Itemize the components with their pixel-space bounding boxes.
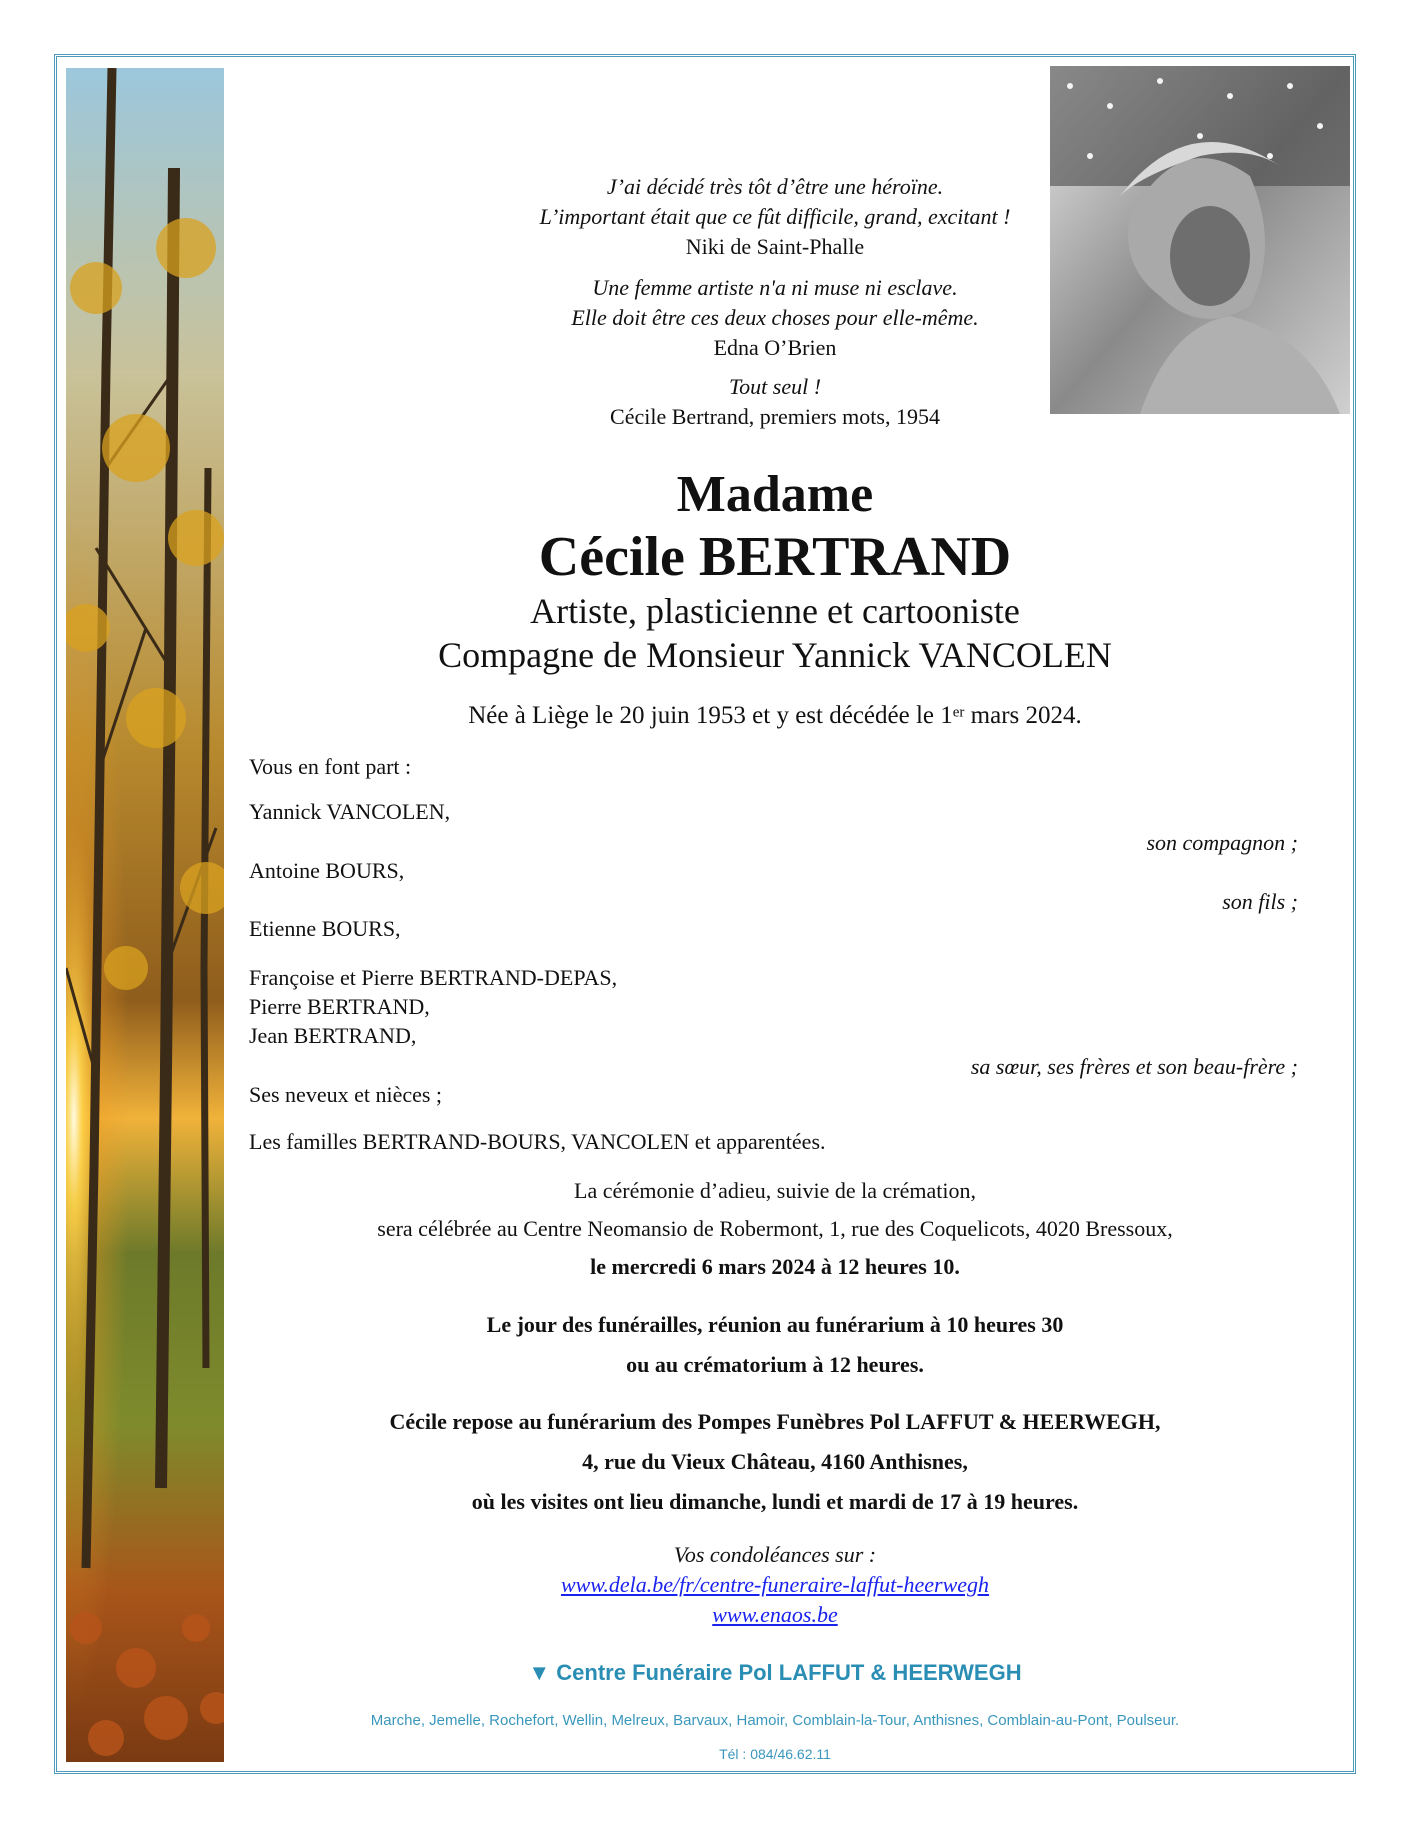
family-relation: son fils ; [1222, 889, 1298, 914]
autumn-forest-photo [66, 68, 224, 1762]
repose-line: où les visites ont lieu dimanche, lundi et mardi de 17 à 19 heures. [471, 1489, 1079, 1514]
ceremony-date: le mercredi 6 mars 2024 à 12 heures 10. [590, 1254, 960, 1279]
family-member: Jean BERTRAND, [249, 1023, 417, 1048]
quote-2 [250, 273, 1300, 363]
repose-info [250, 1407, 1300, 1517]
footer-company-name: Centre Funéraire Pol LAFFUT & HEERWEGH [556, 1660, 1022, 1685]
quote-line: Tout seul ! [728, 374, 822, 399]
deceased-name: Cécile BERTRAND [538, 526, 1012, 588]
funeral-day-line: ou au crématorium à 12 heures. [626, 1352, 924, 1377]
deceased-block [250, 465, 1300, 677]
condolences-link-dela[interactable]: www.dela.be/fr/centre-funeraire-laffut-heerwegh [560, 1572, 990, 1597]
footer-company [250, 1660, 1300, 1686]
family-member: Antoine BOURS, [249, 858, 405, 883]
family-member: Les familles BERTRAND-BOURS, VANCOLEN et apparentées. [249, 1129, 826, 1154]
death-month: mars 2024. [964, 702, 1082, 729]
family-relation: son compagnon ; [1146, 830, 1298, 855]
repose-line: Cécile repose au funérarium des Pompes Funèbres Pol LAFFUT & HEERWEGH, [389, 1409, 1161, 1434]
ordinal-suffix: er [952, 704, 965, 721]
condolences-label: Vos condoléances sur : [673, 1542, 877, 1567]
ceremony-line: La cérémonie d’adieu, suivie de la crémation, [574, 1178, 976, 1203]
quote-3 [250, 372, 1300, 432]
quote-line: L’important était que ce fût difficile, grand, excitant ! [539, 204, 1011, 229]
birth-death-text: Née à Liège le 20 juin 1953 et y est décédée le 1 [468, 702, 953, 729]
quote-author: Niki de Saint-Phalle [685, 234, 865, 259]
triangle-down-icon: ▼ [528, 1660, 557, 1685]
ceremony-line: sera célébrée au Centre Neomansio de Robermont, 1, rue des Coquelicots, 4020 Bressoux, [377, 1216, 1173, 1241]
condolences [250, 1540, 1300, 1630]
family-member: Etienne BOURS, [249, 916, 401, 941]
quote-author: Edna O’Brien [713, 335, 837, 360]
deceased-profession: Artiste, plasticienne et cartooniste [530, 591, 1020, 631]
quote-line: Une femme artiste n'a ni muse ni esclave. [592, 275, 958, 300]
family-member: Ses neveux et nièces ; [249, 1082, 443, 1107]
family-member: Pierre BERTRAND, [249, 994, 430, 1019]
family-member: Yannick VANCOLEN, [249, 799, 451, 824]
deceased-partner: Compagne de Monsieur Yannick VANCOLEN [438, 635, 1112, 675]
quote-author: Cécile Bertrand, premiers mots, 1954 [610, 404, 940, 429]
deceased-title: Madame [676, 466, 874, 523]
family-member: Françoise et Pierre BERTRAND-DEPAS, [249, 965, 618, 990]
footer-towns-text: Marche, Jemelle, Rochefort, Wellin, Melreux, Barvaux, Hamoir, Comblain-la-Tour, Anthisnes, Comblain-au-Pont, Poulseur. [370, 1712, 1180, 1729]
ceremony-info [250, 1176, 1300, 1282]
condolences-link-enaos[interactable]: www.enaos.be [712, 1602, 838, 1627]
birth-death-line [250, 700, 1300, 732]
funeral-day-info [250, 1310, 1300, 1380]
quote-1 [250, 172, 1300, 262]
quote-line: Elle doit être ces deux choses pour elle-même. [571, 305, 979, 330]
footer-tel [250, 1746, 1300, 1764]
family-relation: sa sœur, ses frères et son beau-frère ; [970, 1054, 1298, 1079]
announcement-intro: Vous en font part : [249, 754, 412, 779]
footer-towns [250, 1712, 1300, 1730]
funeral-day-line: Le jour des funérailles, réunion au funérarium à 10 heures 30 [486, 1312, 1064, 1337]
quote-line: J’ai décidé très tôt d’être une héroïne. [606, 174, 944, 199]
repose-line: 4, rue du Vieux Château, 4160 Anthisnes, [582, 1449, 968, 1474]
footer-tel-text: Tél : 084/46.62.11 [719, 1746, 831, 1762]
